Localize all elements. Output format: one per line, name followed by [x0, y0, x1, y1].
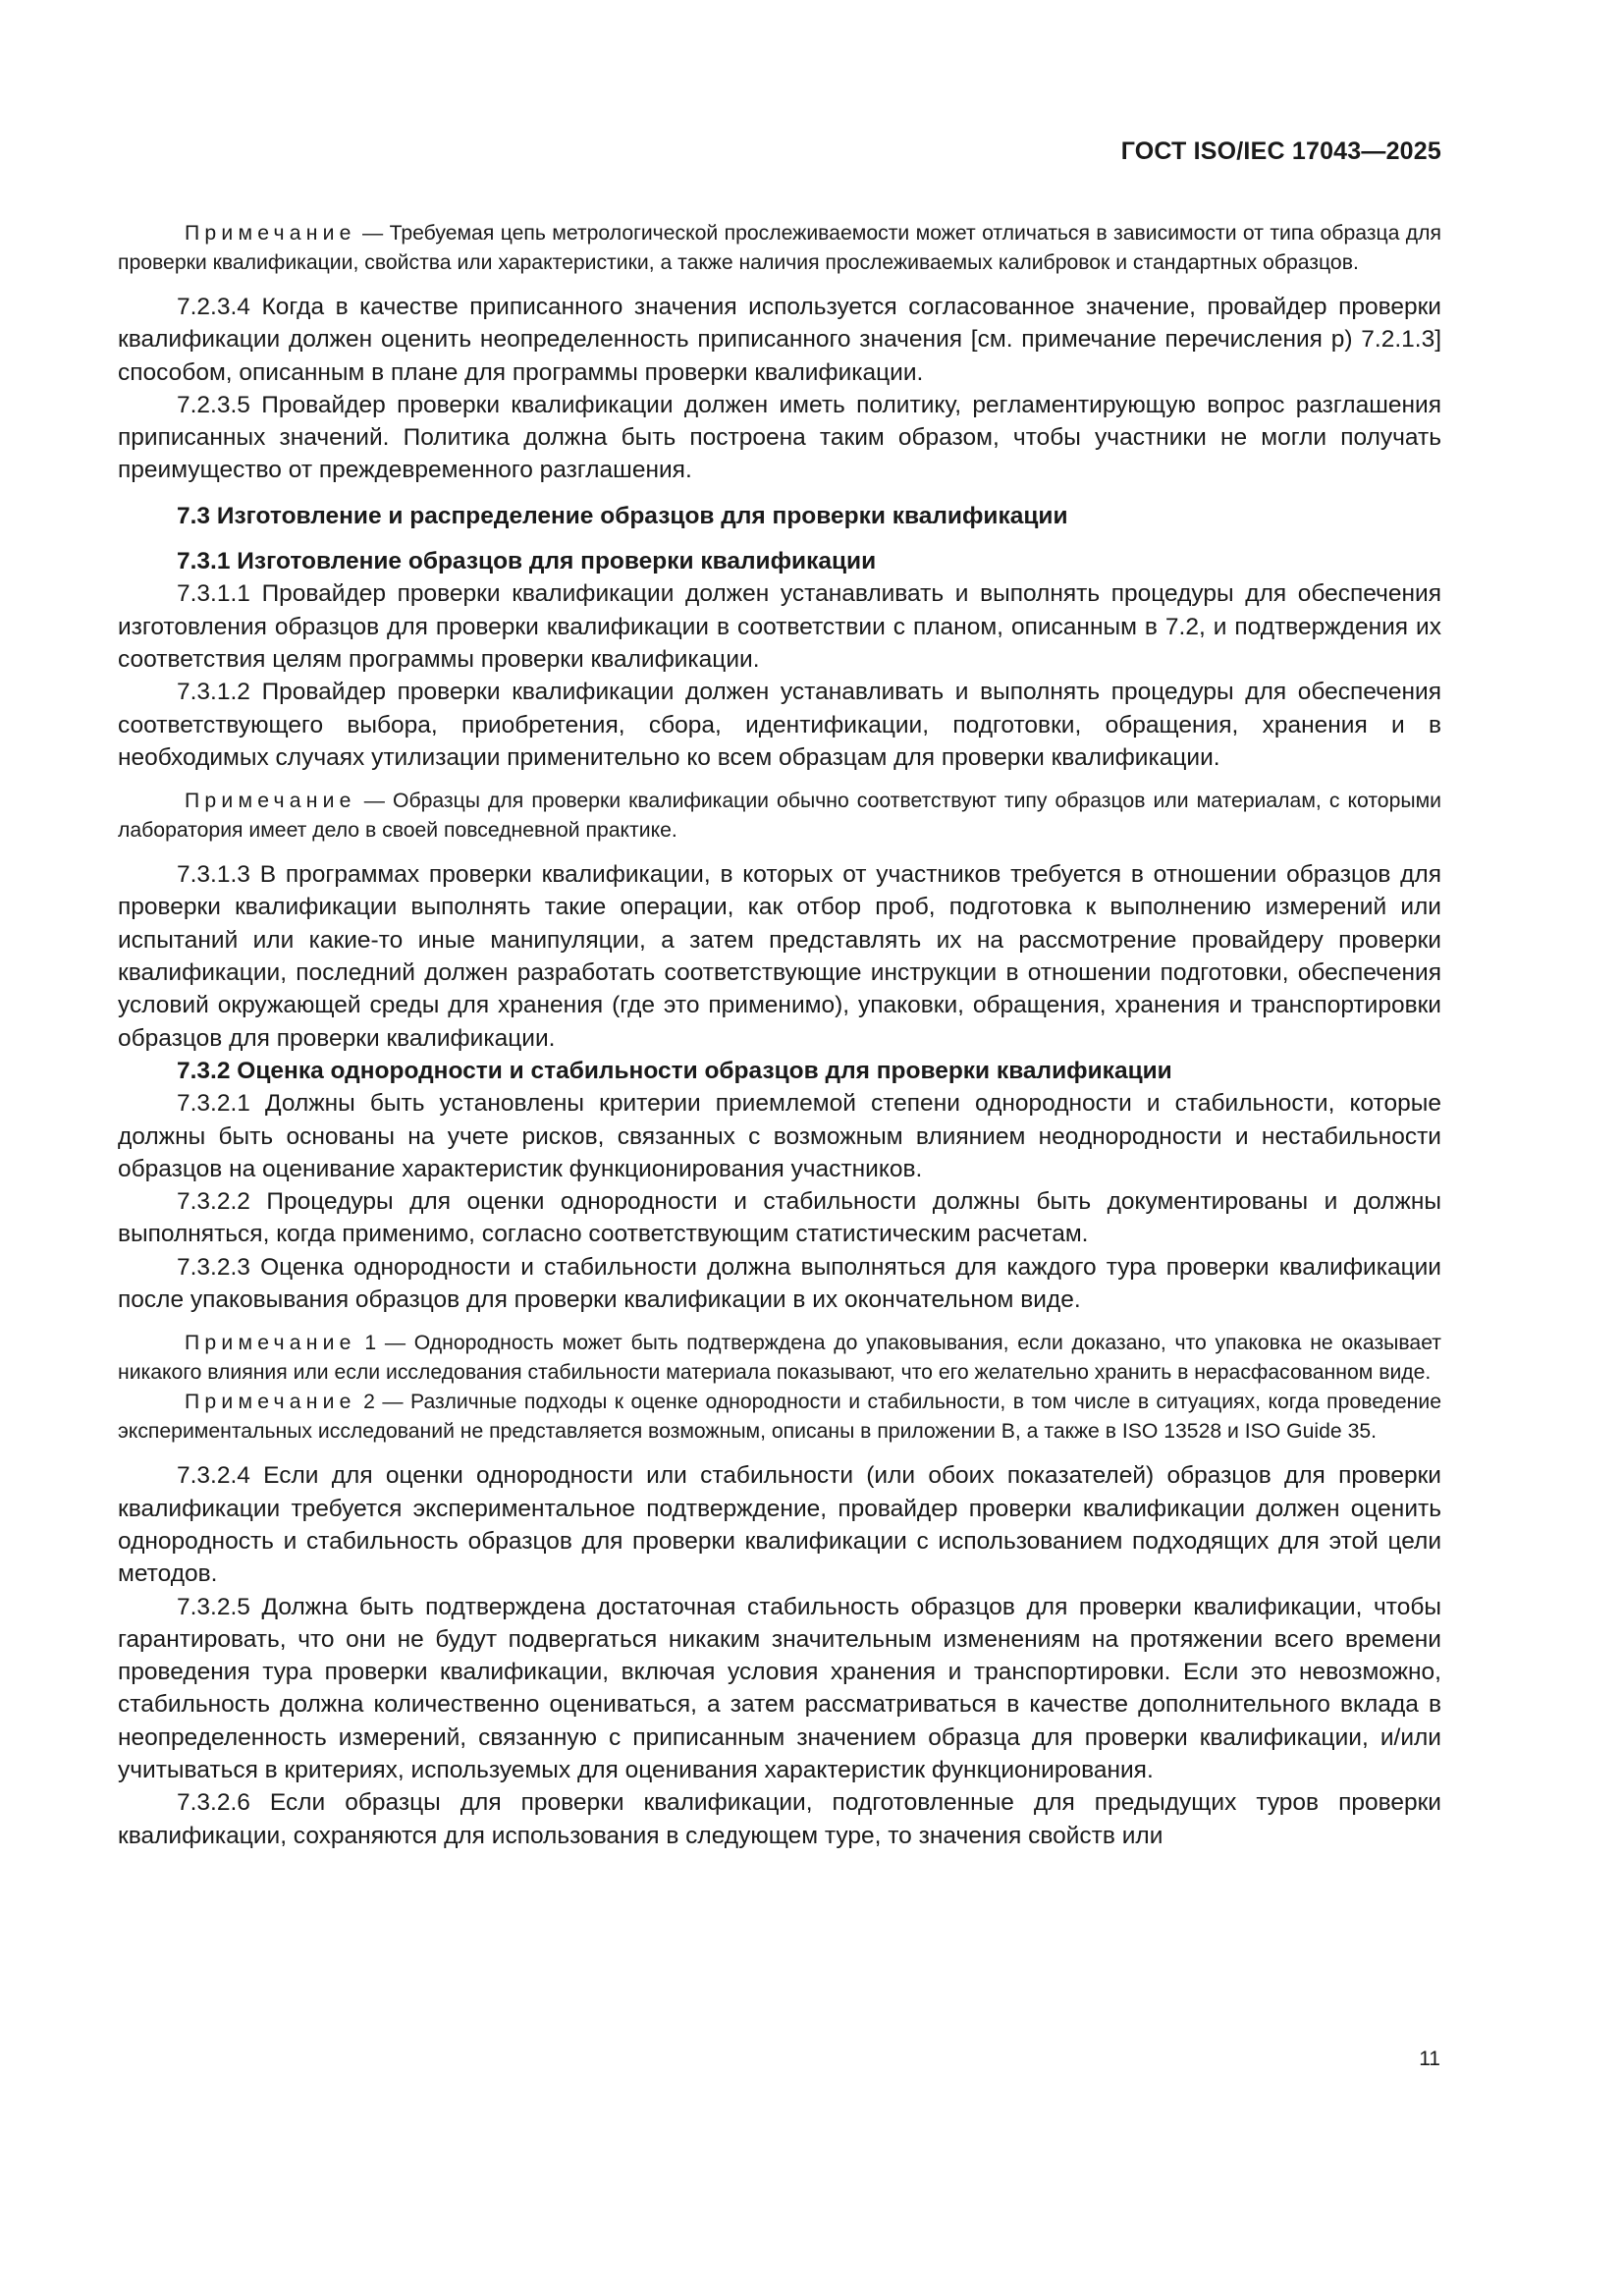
page-number: 11 — [1419, 2048, 1440, 2070]
note-label: Примечание — [185, 222, 356, 245]
paragraph-7-3-2-4: 7.3.2.4 Если для оценки однородности или стабильности (или обоих показателей) образцов для проверки квалификации требуется экспериментальное подтверждение, провайдер проверки квалификации должен оценить однородность и стабильность образцов для проверки квалификации с использованием подходящих для этой цели методов. — [118, 1462, 1441, 1588]
section-heading-7-3-2: 7.3.2 Оценка однородности и стабильности образцов для проверки квалификации — [177, 1057, 1172, 1084]
document-page — [118, 137, 1441, 1852]
note-traceability — [118, 219, 1441, 278]
paragraph-7-2-3-4: 7.2.3.4 Когда в качестве приписанного значения используется согласованное значение, провайдер проверки квалификации должен оценить неопределенность приписанного значения [см. примечание перечисления р) 7.2.1.3] способом, описанным в плане для программы проверки квалификации. — [118, 294, 1441, 386]
note-text: 1 — Однородность может быть подтверждена до упаковывания, если доказано, что упаковка не оказывает никакого влияния или если исследования стабильности материала показывают, что его желательно хранить в нерасфасованном виде. — [118, 1332, 1441, 1385]
note-label: Примечание — [185, 1391, 356, 1414]
note-2 — [118, 1388, 1441, 1447]
body-text — [118, 291, 1441, 774]
paragraph-7-2-3-5: 7.2.3.5 Провайдер проверки квалификации должен иметь политику, регламентирующую вопрос разглашения приписанных значений. Политика должна быть построена таким образом, чтобы участники не могли получать преимущество от преждевременного разглашения. — [118, 391, 1441, 484]
note-label: Примечание — [185, 1332, 356, 1355]
paragraph-7-3-1-2: 7.3.1.2 Провайдер проверки квалификации должен устанавливать и выполнять процедуры для обеспечения соответствующего выбора, приобретения, сбора, идентификации, подготовки, обращения, хранения и в необходимых случаях утилизации применительно ко всем образцам для проверки квалификации. — [118, 679, 1441, 771]
paragraph-7-3-2-1: 7.3.2.1 Должны быть установлены критерии приемлемой степени однородности и стабильности, которые должны быть основаны на учете рисков, связанных с возможным влиянием неоднородности и нестабильности образцов на оценивание характеристик функционирования участников. — [118, 1090, 1441, 1182]
paragraph-7-3-2-2: 7.3.2.2 Процедуры для оценки однородности и стабильности должны быть документированы и должны выполняться, когда применимо, согласно соответствующим статистическим расчетам. — [118, 1188, 1441, 1248]
note-text: — Требуемая цепь метрологической прослеживаемости может отличаться в зависимости от типа образца для проверки квалификации, свойства или характеристики, а также наличия прослеживаемых калибровок и стандартных образцов. — [118, 222, 1441, 274]
section-heading-7-3: 7.3 Изготовление и распределение образцов для проверки квалификации — [177, 502, 1068, 529]
note-1 — [118, 1329, 1441, 1388]
paragraph-7-3-1-1: 7.3.1.1 Провайдер проверки квалификации должен устанавливать и выполнять процедуры для обеспечения изготовления образцов для проверки квалификации в соответствии с планом, описанным в 7.2, и подтверждения их соответствия целям программы проверки квалификации. — [118, 580, 1441, 673]
paragraph-7-3-1-3: 7.3.1.3 В программах проверки квалификации, в которых от участников требуется в отношении образцов для проверки квалификации выполнять такие операции, как отбор проб, подготовка к выполнению измерений или испытаний или какие-то иные манипуляции, а затем представлять их на рассмотрение провайдеру проверки квалификации, последний должен разработать соответствующие инструкции в отношении подготовки, обеспечения условий окружающей среды для хранения (где это применимо), упаковки, обращения, хранения и транспортировки образцов для проверки квалификации. — [118, 861, 1441, 1052]
paragraph-7-3-2-3: 7.3.2.3 Оценка однородности и стабильности должна выполняться для каждого тура проверки квалификации после упаковывания образцов для проверки квалификации в их окончательном виде. — [118, 1253, 1441, 1314]
document-header: ГОСТ ISO/IEC 17043—2025 — [1120, 137, 1441, 165]
note-text: 2 — Различные подходы к оценке однородности и стабильности, в том числе в ситуациях, когда проведение экспериментальных исследований не представляется возможным, описаны в приложении В, а также в ISO 13528 и ISO Guide 35. — [118, 1391, 1441, 1444]
section-heading-7-3-1: 7.3.1 Изготовление образцов для проверки квалификации — [177, 548, 877, 575]
paragraph-7-3-2-6: 7.3.2.6 Если образцы для проверки квалификации, подготовленные для предыдущих туров проверки квалификации, сохраняются для использования в следующем туре, то значения свойств или — [118, 1789, 1441, 1849]
note-text: — Образцы для проверки квалификации обычно соответствуют типу образцов или материалам, с которыми лаборатория имеет дело в своей повседневной практике. — [118, 790, 1441, 843]
notes-homogeneity — [118, 1329, 1441, 1447]
note-samples — [118, 787, 1441, 846]
paragraph-7-3-2-5: 7.3.2.5 Должна быть подтверждена достаточная стабильность образцов для проверки квалификации, чтобы гарантировать, что они не будут подвергаться никаким значительным изменениям на протяжении всего времени проведения тура проверки квалификации, включая условия хранения и транспортировки. Если это невозможно, стабильность должна количественно оцениваться, а затем рассматриваться в качестве дополнительного вклада в неопределенность измерений, связанную с приписанным значением образца для проверки квалификации, и/или учитываться в критериях, используемых для оценивания характеристик функционирования. — [118, 1593, 1441, 1783]
note-label: Примечание — [185, 790, 356, 813]
